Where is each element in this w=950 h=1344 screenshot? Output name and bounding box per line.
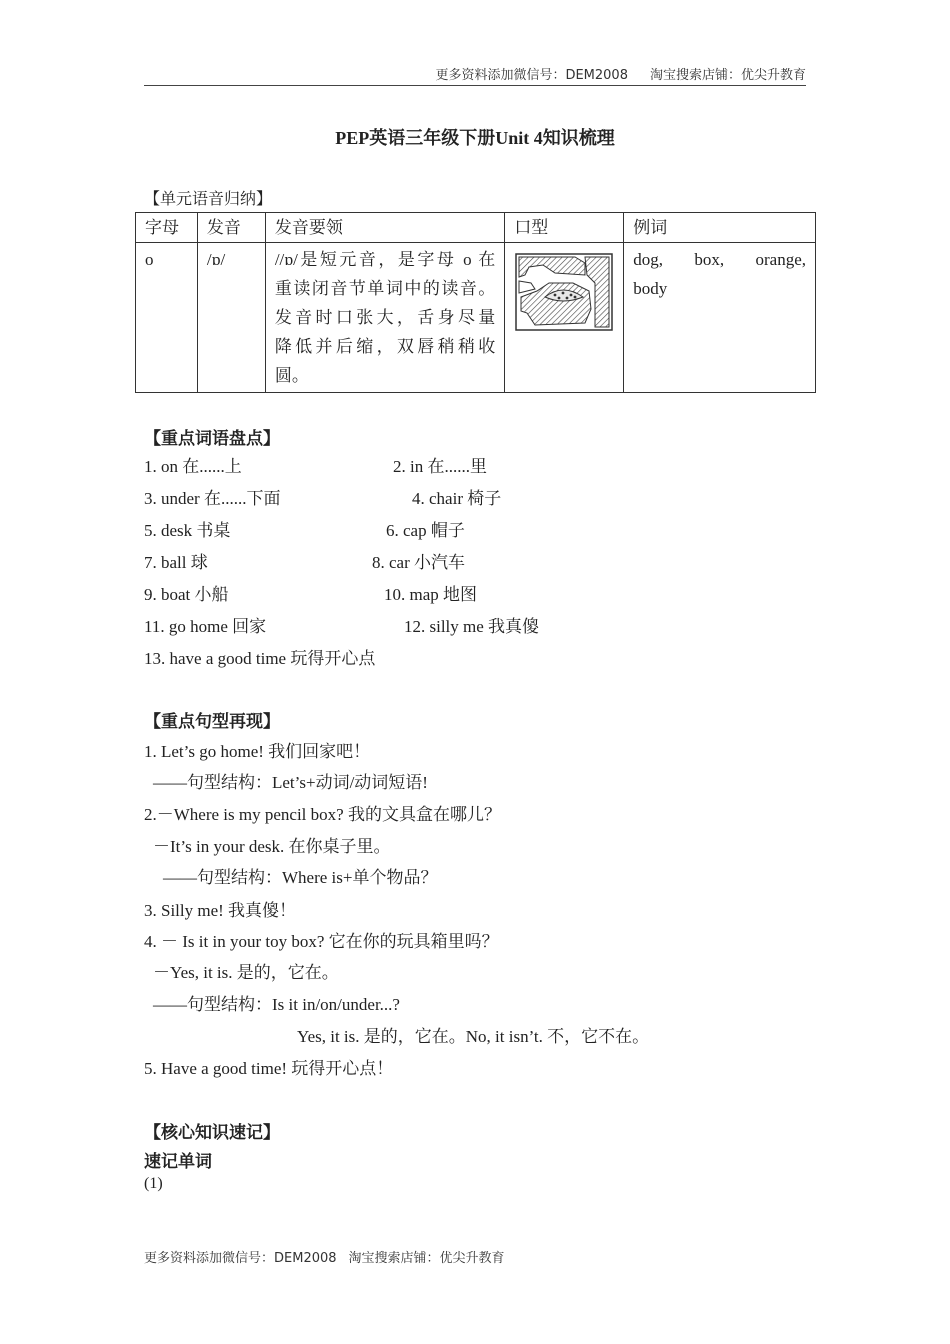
phonics-table xyxy=(135,212,816,393)
page-header xyxy=(144,64,806,83)
vocab-item: 4. chair 椅子 xyxy=(412,489,502,508)
header-shop: 淘宝搜索店铺：优尖升教育 xyxy=(649,68,806,83)
col-letter: 字母 xyxy=(136,213,198,243)
sentence-line: －Yes, it is. 是的，它在。 xyxy=(153,963,339,982)
mouth-cell xyxy=(505,243,624,393)
phonics-header-row xyxy=(136,213,816,243)
col-sound: 发音 xyxy=(197,213,265,243)
sound-cell: /ɒ/ xyxy=(197,243,265,393)
letter-cell: o xyxy=(136,243,198,393)
core-item: (1) xyxy=(144,1175,163,1192)
sentence-line: 2.－Where is my pencil box? 我的文具盒在哪儿？ xyxy=(144,805,501,824)
sentence-line: 1. Let’s go home! 我们回家吧！ xyxy=(144,742,371,761)
page-footer xyxy=(144,1247,505,1266)
mouth-shape-diagram xyxy=(515,253,613,331)
vocab-item: 8. car 小汽车 xyxy=(372,553,466,572)
footer-shop: 淘宝搜索店铺：优尖升教育 xyxy=(348,1251,505,1266)
vocab-item: 13. have a good time 玩得开心点 xyxy=(144,649,376,668)
phonics-row xyxy=(136,243,816,393)
sentences-heading: 【重点句型再现】 xyxy=(144,712,280,731)
vocab-item: 6. cap 帽子 xyxy=(386,521,465,540)
header-divider xyxy=(144,85,806,86)
examples-line: body xyxy=(633,279,668,298)
col-examples: 例词 xyxy=(624,213,816,243)
sentence-line: Yes, it is. 是的，它在。No, it isn’t. 不，它不在。 xyxy=(297,1027,650,1046)
vocab-item: 10. map 地图 xyxy=(384,585,478,604)
core-subheading: 速记单词 xyxy=(144,1152,212,1171)
core-heading: 【核心知识速记】 xyxy=(144,1123,280,1142)
col-mouth: 口型 xyxy=(505,213,624,243)
guide-line: //ɒ/是短元音，是字母 o 在 xyxy=(274,250,496,269)
vocab-item: 7. ball 球 xyxy=(144,553,208,572)
guide-cell xyxy=(265,243,504,393)
sentence-line: 3. Silly me! 我真傻！ xyxy=(144,901,297,920)
document-title: PEP英语三年级下册Unit 4知识梳理 xyxy=(335,128,615,148)
sentence-line: 5. Have a good time! 玩得开心点！ xyxy=(144,1059,394,1078)
vocab-item: 2. in 在......里 xyxy=(393,457,487,476)
sentence-line: －It’s in your desk. 在你桌子里。 xyxy=(153,837,391,856)
examples-line: dog, box, orange, xyxy=(633,250,806,269)
vocab-item: 9. boat 小船 xyxy=(144,585,229,604)
vocab-heading: 【重点词语盘点】 xyxy=(144,429,280,448)
footer-wechat: 更多资料添加微信号：DEM2008 xyxy=(144,1251,337,1266)
col-guide: 发音要领 xyxy=(265,213,504,243)
sentence-line: ——句型结构：Is it in/on/under...? xyxy=(153,995,400,1014)
sentence-line: 4. － Is it in your toy box? 它在你的玩具箱里吗？ xyxy=(144,932,499,951)
vocab-item: 3. under 在......下面 xyxy=(144,489,281,508)
phonics-heading: 【单元语音归纳】 xyxy=(144,191,273,208)
header-wechat: 更多资料添加微信号：DEM2008 xyxy=(435,68,628,83)
examples-cell xyxy=(624,243,816,393)
guide-line: 圆。 xyxy=(274,366,309,385)
sentence-line: ——句型结构：Where is+单个物品？ xyxy=(163,868,438,887)
vocab-item: 1. on 在......上 xyxy=(144,457,242,476)
sentence-line: ——句型结构：Let’s+动词/动词短语! xyxy=(153,773,428,792)
vocab-item: 11. go home 回家 xyxy=(144,617,267,636)
guide-line: 降低并后缩，双唇稍稍收 xyxy=(274,337,496,356)
guide-line: 重读闭音节单词中的读音。 xyxy=(274,279,496,298)
vocab-item: 5. desk 书桌 xyxy=(144,521,231,540)
vocab-item: 12. silly me 我真傻 xyxy=(404,617,540,636)
guide-line: 发音时口张大，舌身尽量 xyxy=(274,308,496,327)
